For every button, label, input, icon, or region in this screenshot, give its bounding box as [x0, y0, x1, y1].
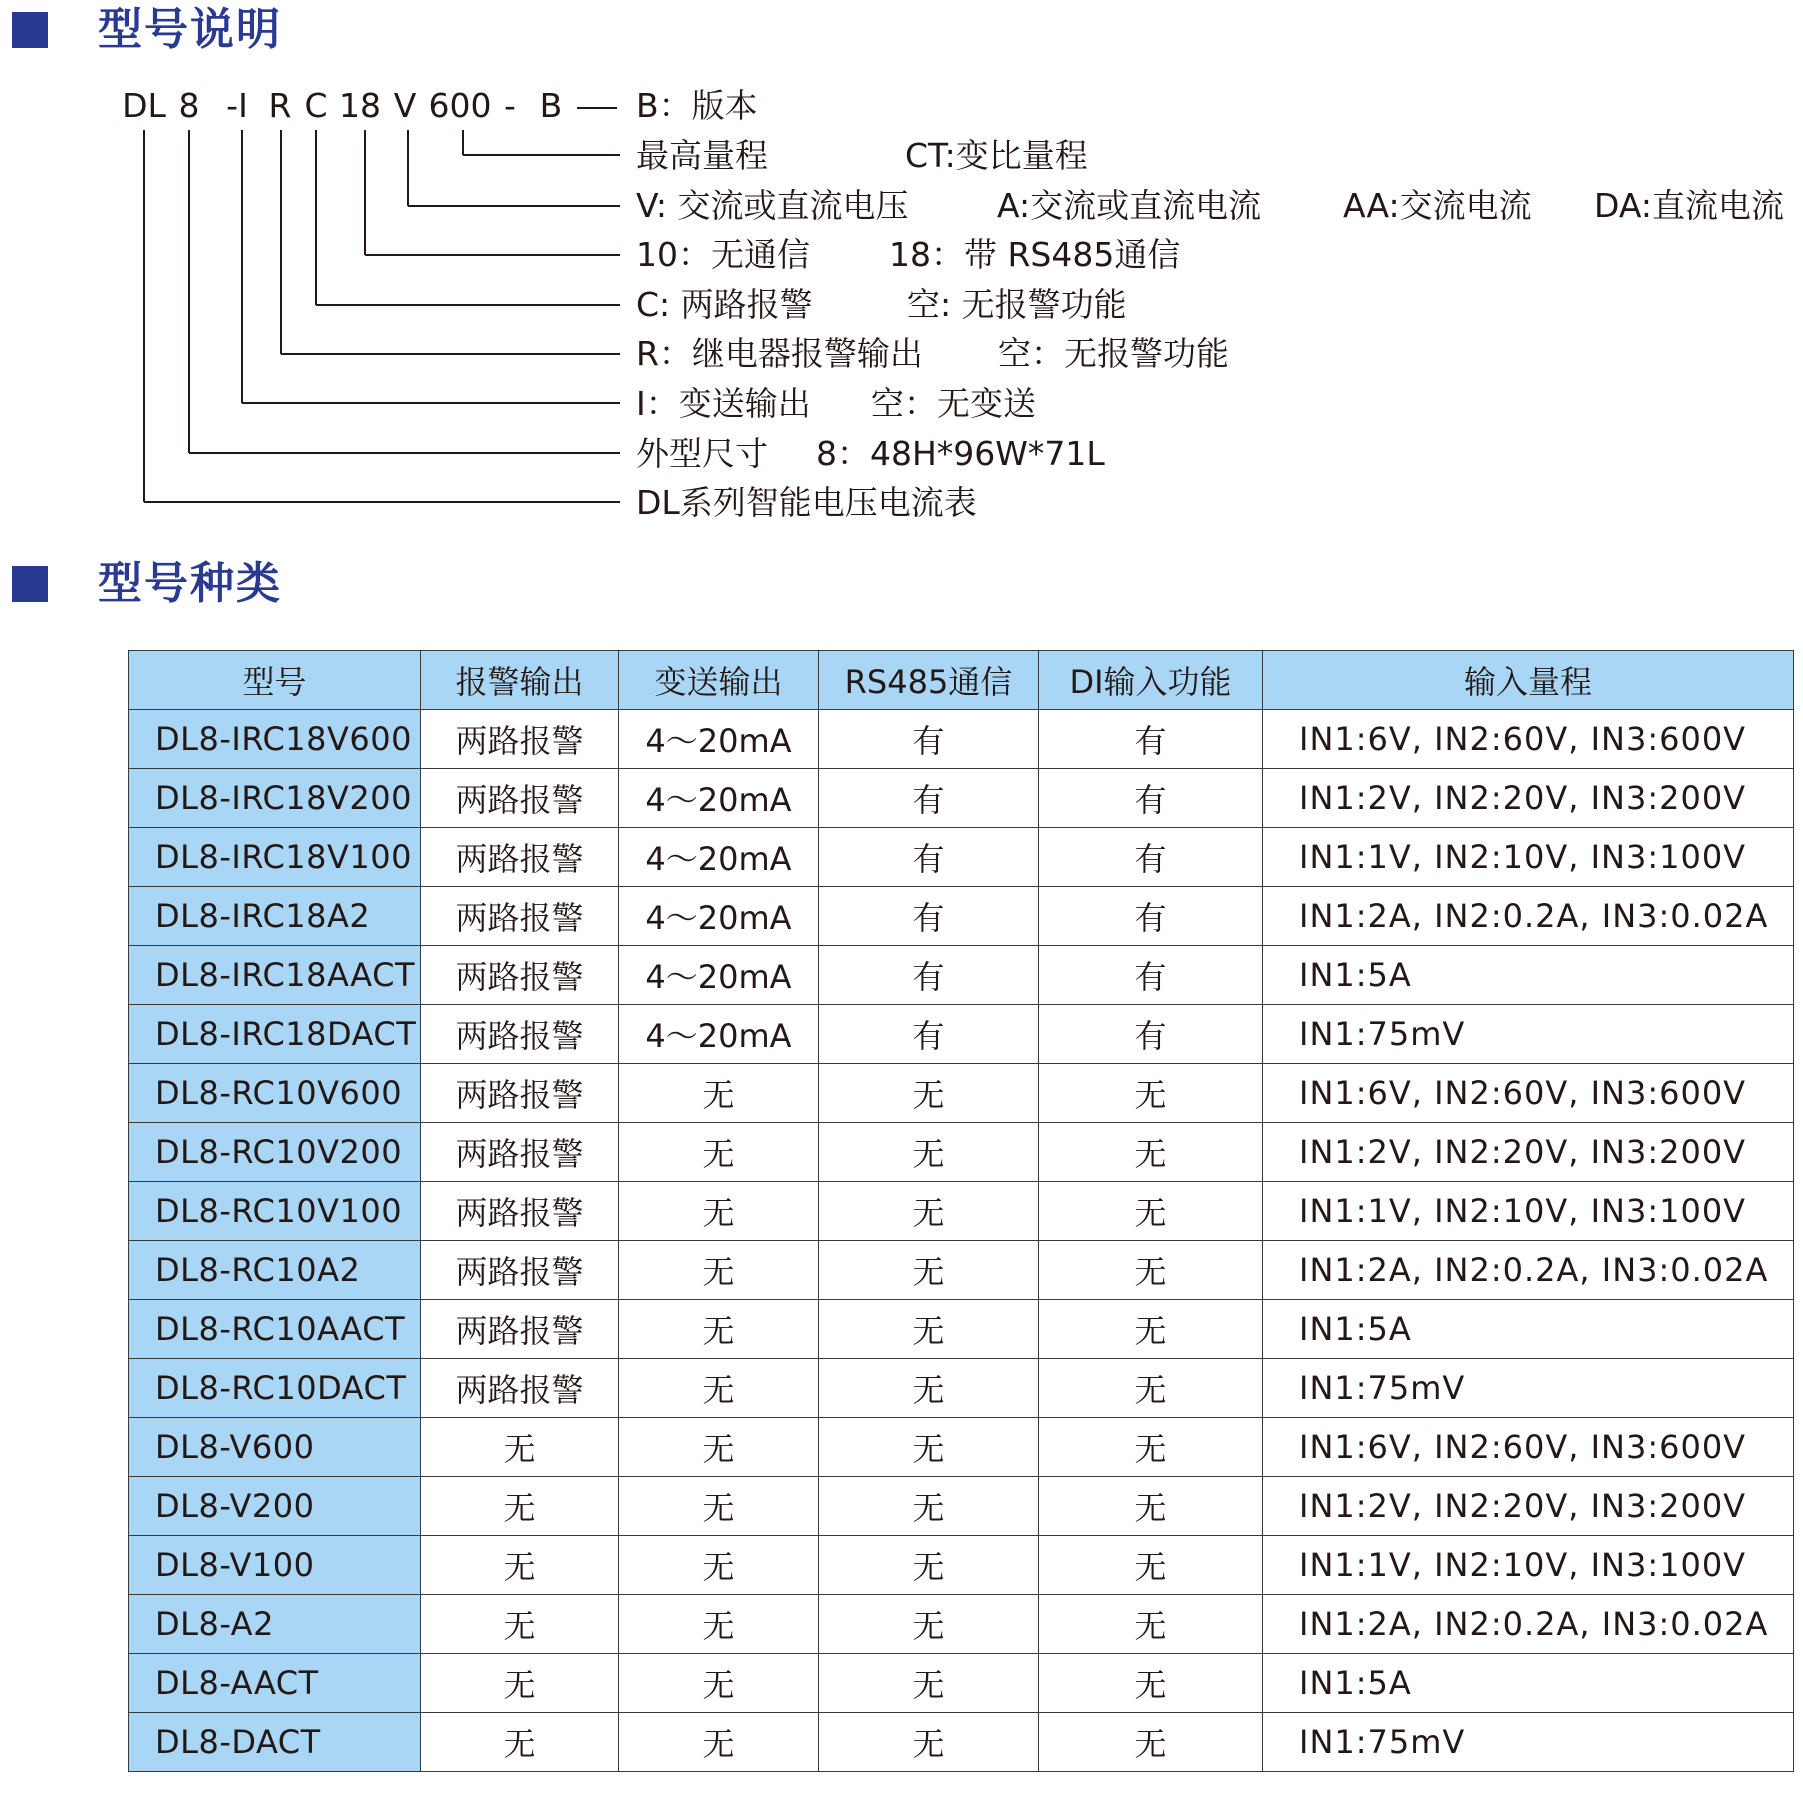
table-cell: 两路报警	[421, 769, 619, 828]
model-cell: DL8-RC10V100	[129, 1182, 421, 1241]
table-header-cell: DI输入功能	[1039, 651, 1263, 710]
table-cell: 无	[421, 1595, 619, 1654]
model-cell: DL8-IRC18V200	[129, 769, 421, 828]
model-cell: DL8-RC10V600	[129, 1064, 421, 1123]
input-range-cell: IN1:75mV	[1263, 1005, 1794, 1064]
table-row	[129, 1654, 1794, 1713]
table-cell: 4～20mA	[619, 946, 819, 1005]
table-cell: 两路报警	[421, 1241, 619, 1300]
table-cell: 无	[619, 1241, 819, 1300]
table-cell: 无	[619, 1654, 819, 1713]
table-row	[129, 1182, 1794, 1241]
table-cell: 无	[1039, 1182, 1263, 1241]
description-item: DA:直流电流	[1594, 186, 1784, 225]
table-cell: 无	[421, 1713, 619, 1772]
table-cell: 有	[819, 887, 1039, 946]
table-cell: 无	[819, 1418, 1039, 1477]
table-header-cell: RS485通信	[819, 651, 1039, 710]
table-header-row	[129, 651, 1794, 710]
description-item: V: 交流或直流电压	[636, 186, 909, 225]
description-item: CT:变比量程	[905, 136, 1088, 175]
input-range-cell: IN1:1V, IN2:10V, IN3:100V	[1263, 828, 1794, 887]
model-cell: DL8-DACT	[129, 1713, 421, 1772]
input-range-cell: IN1:2V, IN2:20V, IN3:200V	[1263, 769, 1794, 828]
table-cell: 两路报警	[421, 1359, 619, 1418]
table-cell: 有	[819, 946, 1039, 1005]
section-bullet-model-types	[12, 566, 48, 602]
table-cell: 无	[421, 1418, 619, 1477]
table-row	[129, 1005, 1794, 1064]
description-item: 空：无变送	[871, 384, 1036, 423]
table-row	[129, 1595, 1794, 1654]
input-range-cell: IN1:5A	[1263, 1300, 1794, 1359]
table-cell: 无	[619, 1536, 819, 1595]
description-item: 18：带 RS485通信	[889, 235, 1181, 274]
model-cell: DL8-IRC18A2	[129, 887, 421, 946]
table-cell: 无	[619, 1418, 819, 1477]
model-code-part: DL	[122, 86, 166, 125]
input-range-cell: IN1:75mV	[1263, 1359, 1794, 1418]
description-item: A:交流或直流电流	[997, 186, 1262, 225]
table-row	[129, 887, 1794, 946]
model-cell: DL8-IRC18V100	[129, 828, 421, 887]
model-cell: DL8-IRC18V600	[129, 710, 421, 769]
description-item: 10：无通信	[636, 235, 810, 274]
model-code-part: 8	[178, 86, 200, 125]
table-cell: 4～20mA	[619, 887, 819, 946]
table-cell: 无	[1039, 1359, 1263, 1418]
model-code-part: 600	[428, 86, 492, 125]
table-cell: 4～20mA	[619, 828, 819, 887]
description-item: C: 两路报警	[636, 285, 813, 324]
table-cell: 有	[1039, 769, 1263, 828]
table-cell: 无	[819, 1595, 1039, 1654]
table-row	[129, 1064, 1794, 1123]
table-cell: 无	[1039, 1477, 1263, 1536]
table-cell: 无	[421, 1536, 619, 1595]
table-cell: 无	[421, 1654, 619, 1713]
table-row	[129, 1418, 1794, 1477]
model-code-part: 18	[339, 86, 381, 125]
input-range-cell: IN1:5A	[1263, 1654, 1794, 1713]
table-row	[129, 1359, 1794, 1418]
table-cell: 无	[819, 1654, 1039, 1713]
table-row	[129, 1123, 1794, 1182]
input-range-cell: IN1:75mV	[1263, 1713, 1794, 1772]
table-cell: 有	[1039, 946, 1263, 1005]
table-cell: 有	[1039, 710, 1263, 769]
table-row	[129, 1536, 1794, 1595]
table-header-cell: 输入量程	[1263, 651, 1794, 710]
table-cell: 两路报警	[421, 1123, 619, 1182]
description-item: 最高量程	[636, 136, 768, 175]
model-cell: DL8-RC10V200	[129, 1123, 421, 1182]
table-row	[129, 828, 1794, 887]
table-cell: 无	[819, 1123, 1039, 1182]
table-cell: 无	[819, 1359, 1039, 1418]
model-cell: DL8-IRC18AACT	[129, 946, 421, 1005]
table-cell: 有	[819, 710, 1039, 769]
model-code-part: -I	[226, 86, 248, 125]
input-range-cell: IN1:1V, IN2:10V, IN3:100V	[1263, 1182, 1794, 1241]
model-code-part: -	[504, 86, 516, 125]
table-header-cell: 报警输出	[421, 651, 619, 710]
input-range-cell: IN1:2A, IN2:0.2A, IN3:0.02A	[1263, 1241, 1794, 1300]
table-body	[129, 710, 1794, 1772]
table-cell: 有	[1039, 828, 1263, 887]
table-cell: 无	[619, 1713, 819, 1772]
table-cell: 无	[1039, 1654, 1263, 1713]
table-row	[129, 710, 1794, 769]
model-cell: DL8-AACT	[129, 1654, 421, 1713]
table-cell: 无	[619, 1359, 819, 1418]
table-row	[129, 1713, 1794, 1772]
input-range-cell: IN1:2V, IN2:20V, IN3:200V	[1263, 1123, 1794, 1182]
section-title-model-types: 型号种类	[98, 558, 282, 609]
description-item: B：版本	[636, 86, 758, 125]
table-header-cell: 型号	[129, 651, 421, 710]
input-range-cell: IN1:1V, IN2:10V, IN3:100V	[1263, 1536, 1794, 1595]
table-cell: 4～20mA	[619, 769, 819, 828]
description-item: I：变送输出	[636, 384, 811, 423]
table-cell: 有	[819, 769, 1039, 828]
table-cell: 无	[1039, 1418, 1263, 1477]
table-row	[129, 1300, 1794, 1359]
table-cell: 有	[1039, 1005, 1263, 1064]
input-range-cell: IN1:2V, IN2:20V, IN3:200V	[1263, 1477, 1794, 1536]
table-cell: 两路报警	[421, 828, 619, 887]
table-row	[129, 946, 1794, 1005]
table-cell: 无	[1039, 1241, 1263, 1300]
table-cell: 无	[619, 1477, 819, 1536]
model-types-table	[128, 650, 1794, 1772]
model-code-part: C	[304, 86, 328, 125]
description-item: 8：48H*96W*71L	[816, 434, 1105, 473]
table-cell: 无	[619, 1300, 819, 1359]
table-cell: 无	[819, 1713, 1039, 1772]
table-cell: 无	[619, 1182, 819, 1241]
model-cell: DL8-IRC18DACT	[129, 1005, 421, 1064]
description-item: AA:交流电流	[1343, 186, 1532, 225]
table-cell: 无	[819, 1182, 1039, 1241]
input-range-cell: IN1:2A, IN2:0.2A, IN3:0.02A	[1263, 887, 1794, 946]
table-cell: 两路报警	[421, 887, 619, 946]
table-cell: 有	[1039, 887, 1263, 946]
table-cell: 无	[421, 1477, 619, 1536]
table-cell: 有	[819, 1005, 1039, 1064]
table-row	[129, 1477, 1794, 1536]
table-row	[129, 769, 1794, 828]
table-cell: 无	[819, 1536, 1039, 1595]
table-cell: 无	[619, 1123, 819, 1182]
table-row	[129, 1241, 1794, 1300]
table-cell: 两路报警	[421, 1300, 619, 1359]
model-cell: DL8-V600	[129, 1418, 421, 1477]
table-cell: 无	[1039, 1064, 1263, 1123]
model-code-part: B	[539, 86, 563, 125]
input-range-cell: IN1:6V, IN2:60V, IN3:600V	[1263, 1064, 1794, 1123]
table-cell: 无	[619, 1595, 819, 1654]
section-title-model-description: 型号说明	[98, 4, 282, 55]
table-cell: 有	[819, 828, 1039, 887]
table-cell: 无	[1039, 1123, 1263, 1182]
description-item: R：继电器报警输出	[636, 334, 923, 373]
model-cell: DL8-RC10AACT	[129, 1300, 421, 1359]
model-cell: DL8-RC10DACT	[129, 1359, 421, 1418]
model-cell: DL8-RC10A2	[129, 1241, 421, 1300]
table-cell: 无	[819, 1477, 1039, 1536]
table-cell: 无	[819, 1241, 1039, 1300]
table-cell: 两路报警	[421, 946, 619, 1005]
input-range-cell: IN1:6V, IN2:60V, IN3:600V	[1263, 710, 1794, 769]
model-code-part: V	[393, 86, 417, 125]
table-cell: 无	[1039, 1536, 1263, 1595]
description-item: 空：无报警功能	[998, 334, 1229, 373]
table-cell: 4～20mA	[619, 1005, 819, 1064]
table-cell: 无	[1039, 1595, 1263, 1654]
table-cell: 无	[819, 1064, 1039, 1123]
model-cell: DL8-V200	[129, 1477, 421, 1536]
model-code-part: R	[268, 86, 292, 125]
model-cell: DL8-V100	[129, 1536, 421, 1595]
input-range-cell: IN1:5A	[1263, 946, 1794, 1005]
table-cell: 两路报警	[421, 1064, 619, 1123]
description-item: 外型尺寸	[636, 434, 768, 473]
table-cell: 无	[1039, 1300, 1263, 1359]
table-cell: 无	[819, 1300, 1039, 1359]
table-cell: 无	[1039, 1713, 1263, 1772]
description-item: DL系列智能电压电流表	[636, 483, 977, 522]
model-cell: DL8-A2	[129, 1595, 421, 1654]
table-header-cell: 变送输出	[619, 651, 819, 710]
input-range-cell: IN1:6V, IN2:60V, IN3:600V	[1263, 1418, 1794, 1477]
input-range-cell: IN1:2A, IN2:0.2A, IN3:0.02A	[1263, 1595, 1794, 1654]
table-cell: 两路报警	[421, 1005, 619, 1064]
table-cell: 4～20mA	[619, 710, 819, 769]
table-cell: 两路报警	[421, 1182, 619, 1241]
description-item: 空: 无报警功能	[907, 285, 1127, 324]
table-cell: 无	[619, 1064, 819, 1123]
table-cell: 两路报警	[421, 710, 619, 769]
